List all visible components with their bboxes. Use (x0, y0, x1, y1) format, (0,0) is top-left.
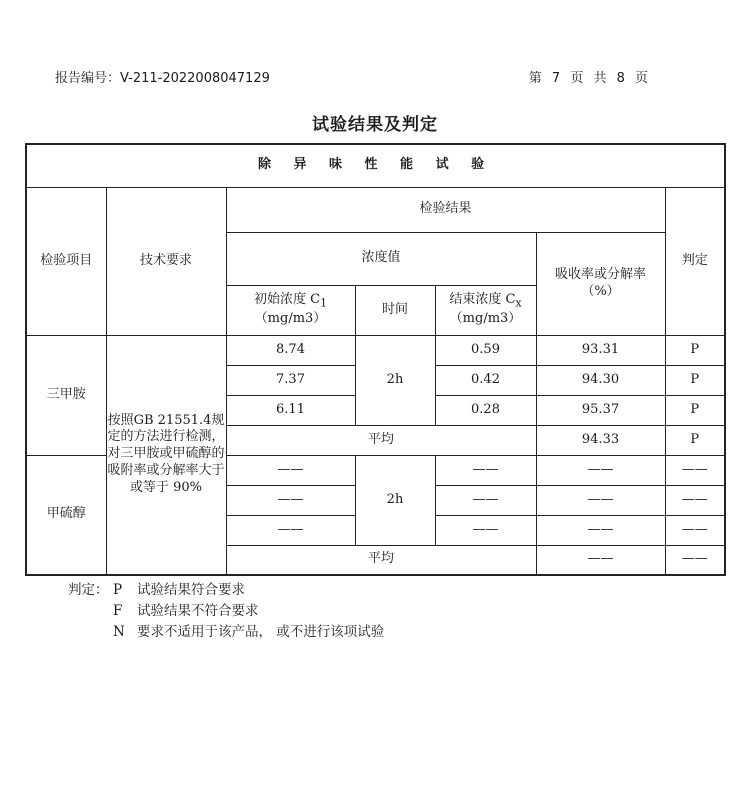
initial-value: 7.37 (226, 365, 355, 395)
initial-value: —— (226, 515, 355, 545)
initial-value: —— (226, 455, 355, 485)
rate-value: —— (536, 455, 665, 485)
header-initial (226, 285, 355, 335)
item-name: 三甲胺 (26, 335, 106, 455)
report-number-value: V-211-2022008047129 (120, 70, 270, 86)
legend-row (113, 622, 384, 643)
final-value: —— (435, 515, 536, 545)
average-rate: —— (536, 545, 665, 575)
average-verdict: —— (665, 545, 725, 575)
page-number: 第 7 页 共 8 页 (528, 70, 651, 86)
section-title-row (26, 144, 725, 187)
initial-value: 8.74 (226, 335, 355, 365)
report-number (55, 67, 270, 86)
rate-value: —— (536, 485, 665, 515)
section-title: 除 异 味 性 能 试 验 (26, 144, 725, 187)
initial-value: 6.11 (226, 395, 355, 425)
legend-code: P (113, 582, 123, 598)
header-initial-unit: （mg/m3） (254, 310, 327, 326)
report-number-label: 报告编号： (55, 70, 121, 86)
legend-label: 判定： (68, 582, 109, 598)
verdict-value: P (665, 365, 725, 395)
rate-value: 95.37 (536, 395, 665, 425)
rate-value: —— (536, 515, 665, 545)
report-header (55, 66, 651, 86)
final-value: —— (435, 455, 536, 485)
header-requirement: 技术要求 (106, 187, 226, 335)
rate-value: 93.31 (536, 335, 665, 365)
header-rate: 吸收率或分解率（%） (536, 232, 665, 335)
header-row-1 (26, 187, 725, 232)
verdict-value: —— (665, 485, 725, 515)
average-verdict: P (665, 425, 725, 455)
time-value: 2h (355, 455, 435, 545)
average-label: 平均 (226, 545, 536, 575)
average-rate: 94.33 (536, 425, 665, 455)
legend-code: N (113, 624, 125, 640)
requirement-text: 按照GB 21551.4规定的方法进行检测，对三甲胺或甲硫醇的吸附率或分解率大于或等于 90% (106, 335, 226, 575)
header-verdict: 判定 (665, 187, 725, 335)
legend-code: F (113, 603, 123, 619)
results-table (25, 143, 726, 576)
header-concentration: 浓度值 (226, 232, 536, 285)
legend-row (113, 601, 384, 622)
header-item: 检验项目 (26, 187, 106, 335)
header-final-label: 结束浓度 C (449, 292, 516, 308)
final-value: 0.42 (435, 365, 536, 395)
final-value: —— (435, 485, 536, 515)
initial-value: —— (226, 485, 355, 515)
verdict-value: P (665, 395, 725, 425)
verdict-legend (68, 580, 384, 643)
legend-text: 试验结果不符合要求 (137, 603, 259, 619)
header-result: 检验结果 (226, 187, 665, 232)
document-title: 试验结果及判定 (312, 115, 438, 135)
final-value: 0.59 (435, 335, 536, 365)
header-initial-label: 初始浓度 C (254, 292, 321, 308)
header-final-sub: x (515, 296, 522, 310)
header-final-unit: （mg/m3） (449, 310, 522, 326)
legend-text: 要求不适用于该产品， 或不进行该项试验 (137, 624, 385, 640)
legend-text: 试验结果符合要求 (137, 582, 245, 598)
rate-value: 94.30 (536, 365, 665, 395)
legend-row (68, 580, 384, 601)
final-value: 0.28 (435, 395, 536, 425)
header-initial-sub: 1 (320, 296, 327, 310)
average-label: 平均 (226, 425, 536, 455)
header-final (435, 285, 536, 335)
verdict-value: —— (665, 515, 725, 545)
verdict-value: —— (665, 455, 725, 485)
verdict-value: P (665, 335, 725, 365)
table-row (26, 335, 725, 365)
time-value: 2h (355, 335, 435, 425)
header-time: 时间 (355, 285, 435, 335)
item-name: 甲硫醇 (26, 455, 106, 575)
